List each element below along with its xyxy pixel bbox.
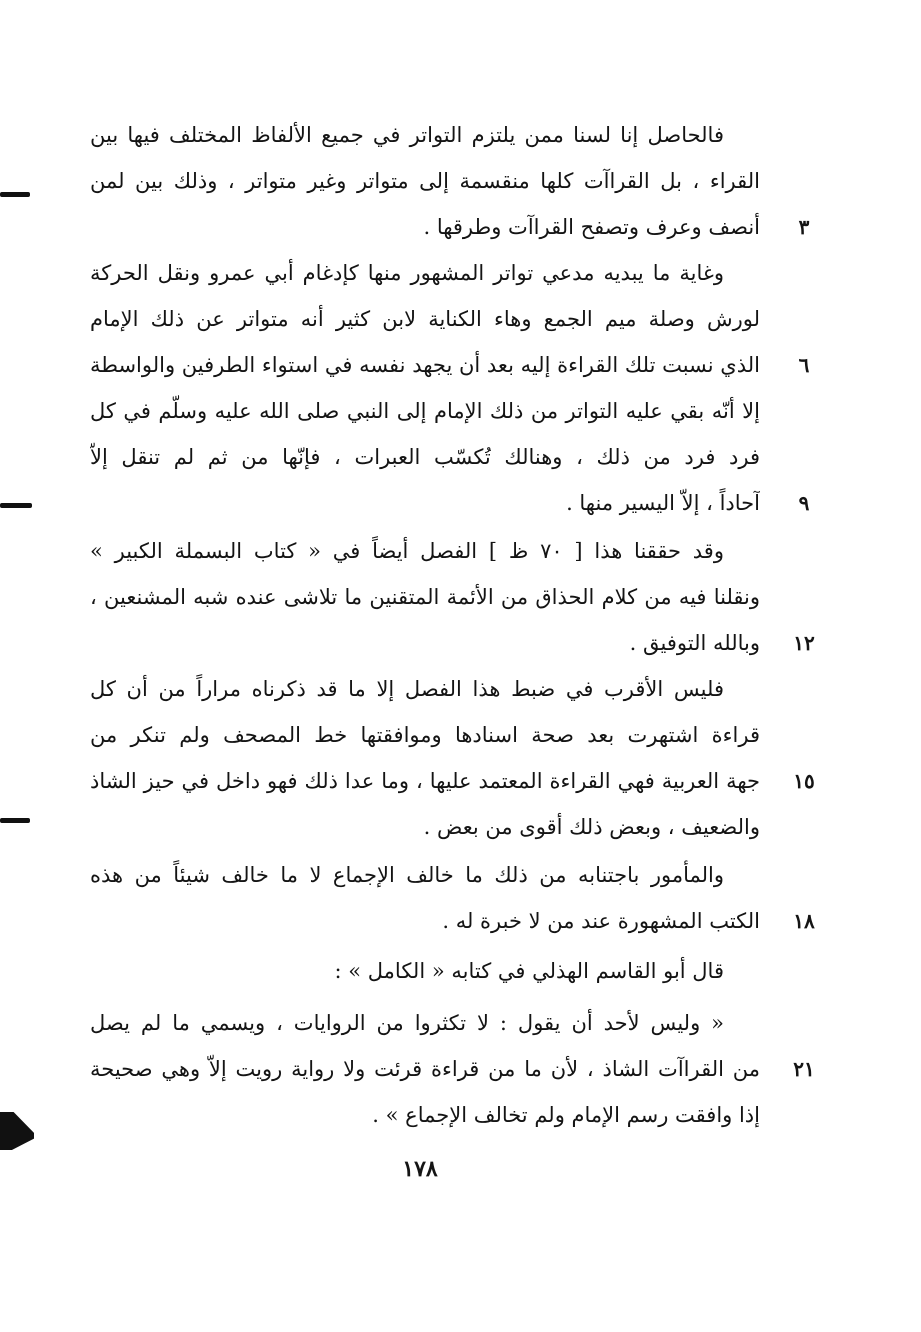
text-line: آحاداً ، إلاّ اليسير منها .: [566, 491, 760, 515]
page-number: ١٧٨: [402, 1156, 438, 1182]
text-line: فرد فرد من ذلك ، وهنالك تُكسّب العبرات ، فإنّها من ثم لم تنقل إلاّ: [90, 445, 760, 469]
text-line: ونقلنا فيه من كلام الحذاق من الأئمة المتقنين ما تلاشى عنده شبه المشنعين ،: [90, 585, 760, 609]
line-number: ٣: [798, 215, 810, 239]
text-line: القراء ، بل القراآت كلها منقسمة إلى متواتر وغير متواتر ، وذلك بين لمن: [90, 169, 760, 193]
text-line: وبالله التوفيق .: [629, 631, 760, 655]
line-number: ١٨: [793, 909, 815, 933]
text-line: من القراآت الشاذ ، لأن ما من قراءة قرئت ولا رواية رويت إلاّ وهي صحيحة: [90, 1057, 760, 1081]
text-line: فالحاصل إنا لسنا ممن يلتزم التواتر في جميع الألفاظ المختلف فيها بين: [90, 123, 724, 147]
text-line: والضعيف ، وبعض ذلك أقوى من بعض .: [423, 815, 760, 839]
line-number: ٩: [798, 491, 810, 515]
text-line: والمأمور باجتنابه من ذلك ما خالف الإجماع لا ما خالف شيئاً من هذه: [90, 863, 724, 887]
line-number: ٢١: [793, 1057, 815, 1081]
scan-edge-mark: [0, 503, 32, 508]
text-line: « وليس لأحد أن يقول : لا تكثروا من الروايات ، ويسمي ما لم يصل: [90, 1011, 724, 1035]
text-line: إلا أنّه بقي عليه التواتر من ذلك الإمام إلى النبي صلى الله عليه وسلّم في كل: [90, 399, 760, 423]
text-line: جهة العربية فهي القراءة المعتمد عليها ، وما عدا ذلك فهو داخل في حيز الشاذ: [90, 769, 760, 793]
scan-edge-mark: [0, 818, 30, 823]
text-line: قراءة اشتهرت بعد صحة اسنادها وموافقتها خط المصحف ولم تنكر من: [90, 723, 760, 747]
text-line: الكتب المشهورة عند من لا خبرة له .: [442, 909, 760, 933]
scan-edge-mark: [0, 192, 30, 197]
line-number: ١٢: [793, 631, 815, 655]
text-line: أنصف وعرف وتصفح القراآت وطرقها .: [423, 215, 760, 239]
text-line: وغاية ما يبديه مدعي تواتر المشهور منها كإدغام أبي عمرو ونقل الحركة: [90, 261, 724, 285]
text-line: فليس الأقرب في ضبط هذا الفصل إلا ما قد ذكرناه مراراً من أن كل: [90, 677, 724, 701]
line-number: ١٥: [793, 769, 815, 793]
text-line: قال أبو القاسم الهذلي في كتابه « الكامل » :: [334, 959, 724, 983]
text-line: إذا وافقت رسم الإمام ولم تخالف الإجماع » .: [372, 1103, 760, 1127]
line-number: ٦: [798, 353, 810, 377]
text-line: الذي نسبت تلك القراءة إليه بعد أن يجهد نفسه في استواء الطرفين والواسطة: [90, 353, 760, 377]
scan-edge-mark: [0, 1112, 34, 1150]
text-line: لورش وصلة ميم الجمع وهاء الكناية لابن كثير أنه متواتر عن ذلك الإمام: [90, 307, 760, 331]
text-line: وقد حققنا هذا [ ٧٠ ظ ] الفصل أيضاً في « كتاب البسملة الكبير »: [90, 539, 724, 563]
